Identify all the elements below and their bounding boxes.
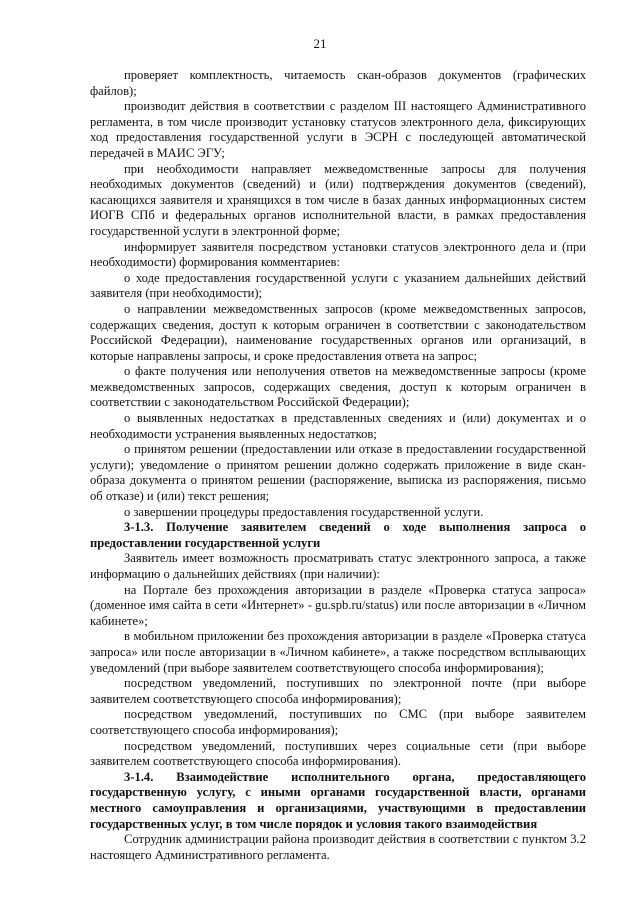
paragraph: о завершении процедуры предоставления государственной услуги. — [124, 504, 484, 519]
paragraph: Сотрудник администрации района производит действия в соответствии с пунктом 3.2 настоящего Административного регламента. — [90, 832, 586, 862]
page-number: 21 — [313, 36, 327, 51]
paragraph: при необходимости направляет межведомственные запросы для получения необходимых документов (сведений) и (или) подтверждения документов (сведений), касающихся заявителя и хранящихся в том числе в базах данных информационных систем ИОГВ СПб и федеральных органов исполнительной власти, в рамках предоставления государственной услуги в электронной форме; — [90, 161, 586, 238]
document-body — [90, 68, 586, 863]
paragraph: о направлении межведомственных запросов (кроме межведомственных запросов, содержащих сведения, доступ к которым ограничен в соответствии с законодательством Российской Федерации), наименование государственных органов или организаций, в которые направлены запросы, и сроке предоставления ответа на запрос; — [90, 301, 586, 363]
paragraph: на Портале без прохождения авторизации в разделе «Проверка статуса запроса» (доменное имя сайта в сети «Интернет» - gu.spb.ru/status) или после авторизации в «Личном кабинете»; — [90, 582, 586, 628]
paragraph: о ходе предоставления государственной услуги с указанием дальнейших действий заявителя (при необходимости); — [90, 270, 586, 301]
paragraph: Заявитель имеет возможность просматривать статус электронного запроса, а также информацию о дальнейших действиях (при наличии): — [90, 551, 586, 581]
paragraph: посредством уведомлений, поступивших по СМС (при выборе заявителем соответствующего способа информирования); — [90, 707, 586, 737]
paragraph: о выявленных недостатках в представленных сведениях и (или) документах и о необходимости устранения выявленных недостатков; — [90, 411, 586, 441]
paragraph: посредством уведомлений, поступивших через социальные сети (при выборе заявителем соответствующего способа информирования). — [90, 738, 586, 769]
section-heading-3-1-4: 3-1.4. Взаимодействие исполнительного органа, предоставляющего государственную услугу, с иными органами государственной власти, органами местного самоуправления и организациями, участвующими в предоставлении государственных услуг, в том числе порядок и условия такого взаимодействия — [90, 769, 586, 831]
paragraph: о принятом решении (предоставлении или отказе в предоставлении государственной услуги); уведомление о принятом решении должно содержать приложение в виде скан-образа документа о принятом решении (распоряжение, выписка из распоряжения, письмо об отказе) и (или) текст решения; — [90, 442, 586, 504]
paragraph: посредством уведомлений, поступивших по электронной почте (при выборе заявителем соответствующего способа информирования); — [90, 676, 586, 706]
paragraph: информирует заявителя посредством установки статусов электронного дела и (при необходимости) формирования комментариев: — [90, 239, 586, 270]
paragraph: о факте получения или неполучения ответов на межведомственные запросы (кроме межведомственных запросов, содержащих сведения, доступ к которым ограничен в соответствии с законодательством Российской Федерации); — [90, 364, 586, 410]
paragraph: производит действия в соответствии с разделом III настоящего Административного регламента, в том числе производит установку статусов электронного дела, фиксирующих ход предоставления государственной услуги в ЭСРН с последующей автоматической передачей в МАИС ЭГУ; — [90, 99, 586, 160]
section-heading-3-1-3: 3-1.3. Получение заявителем сведений о ходе выполнения запроса о предоставлении государственной услуги — [90, 520, 586, 550]
paragraph: проверяет комплектность, читаемость скан-образов документов (графических файлов); — [90, 68, 586, 98]
paragraph: в мобильном приложении без прохождения авторизации в разделе «Проверка статуса запроса» или после авторизации в «Личном кабинете», а также посредством всплывающих уведомлений (при выборе заявителем соответствующего способа информирования); — [90, 629, 586, 675]
